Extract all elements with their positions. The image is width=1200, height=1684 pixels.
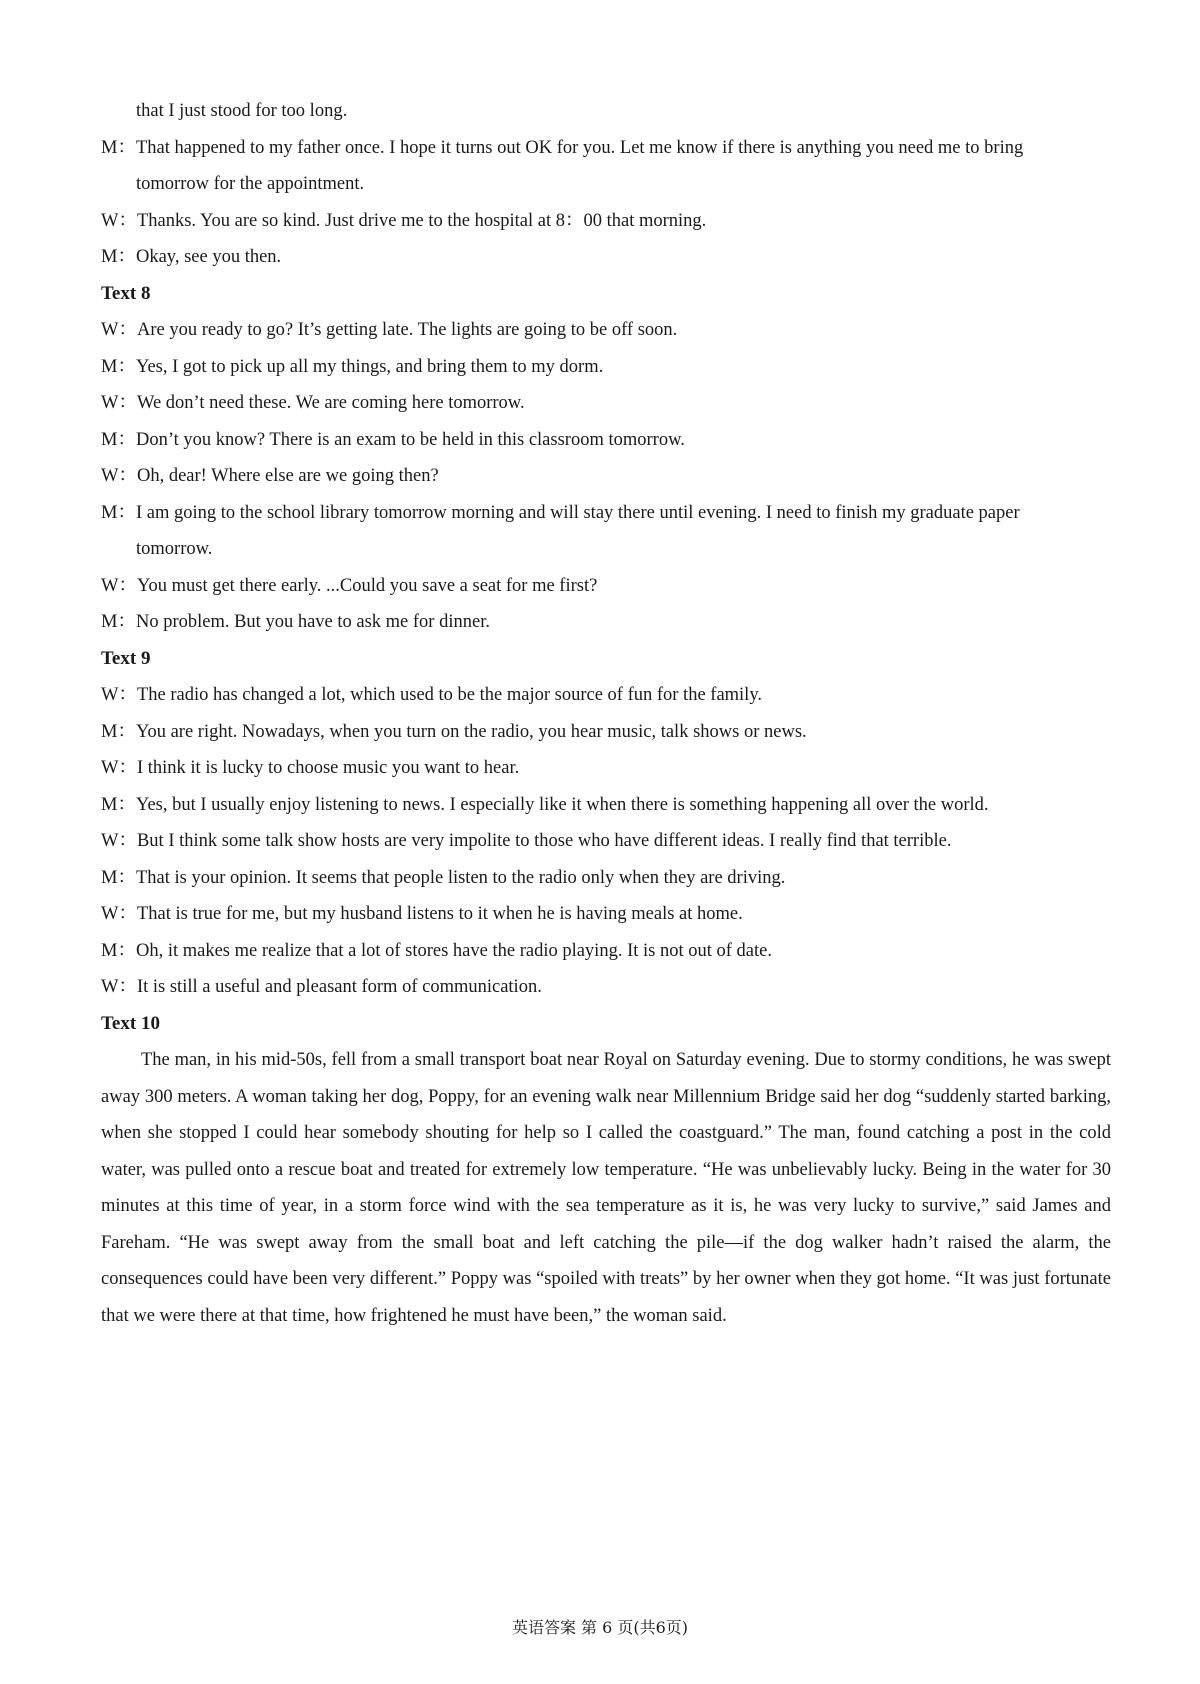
- speaker-label: W：: [101, 575, 137, 596]
- dialogue-line: [101, 130, 1111, 167]
- dialogue-line: [101, 933, 1111, 970]
- dialogue-line: [101, 239, 1111, 276]
- dialogue-text: That happened to my father once. I hope it turns out OK for you. Let me know if there is anything you need me to bring: [135, 137, 1024, 158]
- dialogue-line: [101, 823, 1111, 860]
- speaker-label: W：: [101, 831, 137, 851]
- dialogue-text: Oh, dear! Where else are we going then?: [136, 466, 439, 486]
- speaker-label: W：: [101, 393, 137, 413]
- dialogue-line: [101, 568, 1111, 605]
- speaker-label: W：: [101, 758, 137, 778]
- dialogue-text: The radio has changed a lot, which used to be the major source of fun for the family.: [136, 685, 762, 705]
- dialogue-line: [101, 750, 1111, 787]
- dialogue-line: [101, 604, 1111, 641]
- dialogue-text: But I think some talk show hosts are very impolite to those who have different ideas. I really find that terrible.: [136, 831, 952, 851]
- section-heading: Text 10: [101, 1012, 160, 1034]
- dialogue-text: Don’t you know? There is an exam to be held in this classroom tomorrow.: [135, 429, 685, 450]
- speaker-label: M：: [101, 612, 136, 632]
- speaker-label: W：: [101, 210, 137, 231]
- dialogue-text: You must get there early. ...Could you save a seat for me first?: [136, 575, 598, 596]
- dialogue-text: Okay, see you then.: [135, 247, 282, 267]
- section-heading: Text 8: [101, 282, 151, 304]
- dialogue-continuation: tomorrow for the appointment.: [136, 174, 365, 194]
- speaker-label: M：: [101, 867, 136, 888]
- dialogue-line: [101, 458, 1111, 495]
- dialogue-line: [101, 422, 1111, 459]
- dialogue-continuation: that I just stood for too long.: [136, 101, 348, 121]
- dialogue-line: [101, 495, 1111, 532]
- dialogue-line: [101, 714, 1111, 751]
- dialogue-text: You are right. Nowadays, when you turn on the radio, you hear music, talk shows or news.: [135, 721, 807, 742]
- page-footer: 英语答案 第 6 页(共6页): [511, 1618, 689, 1637]
- speaker-label: M：: [101, 137, 136, 158]
- dialogue-line: [101, 969, 1111, 1006]
- section-heading: Text 9: [101, 647, 151, 669]
- dialogue-line: [101, 860, 1111, 897]
- page-content: [101, 93, 1111, 1334]
- dialogue-line: [101, 349, 1111, 386]
- dialogue-continuation: tomorrow.: [136, 539, 213, 559]
- speaker-label: W：: [101, 904, 137, 924]
- dialogue-text: No problem. But you have to ask me for dinner.: [135, 612, 490, 632]
- speaker-label: W：: [101, 320, 137, 340]
- text7-section: [101, 93, 1111, 276]
- text9-section: [101, 641, 1111, 1006]
- speaker-label: M：: [101, 721, 136, 742]
- dialogue-text: Thanks. You are so kind. Just drive me to the hospital at 8：00 that morning.: [136, 210, 707, 231]
- text10-section: [101, 1006, 1111, 1335]
- speaker-label: M：: [101, 429, 136, 450]
- speaker-label: W：: [101, 685, 137, 705]
- dialogue-text: Yes, but I usually enjoy listening to news. I especially like it when there is something happening all over the world.: [135, 794, 989, 815]
- dialogue-text: It is still a useful and pleasant form of communication.: [136, 977, 542, 997]
- dialogue-line: [101, 677, 1111, 714]
- dialogue-text: I think it is lucky to choose music you want to hear.: [136, 758, 520, 778]
- passage-paragraph: The man, in his mid-50s, fell from a small transport boat near Royal on Saturday evening. Due to stormy conditions, he was swept away 300 meters. A woman taking her dog, Poppy, for an evening walk near Millennium Bridge said her dog “suddenly started barking, when she stopped I could hear somebody shouting for help so I called the coastguard.” The man, found catching a post in the cold water, was pulled onto a rescue boat and treated for extremely low temperature. “He was unbelievably lucky. Being in the water for 30 minutes at this time of year, in a storm force wind with the sea temperature as it is, he was very lucky to survive,” said James and Fareham. “He was swept away from the small boat and left catching the pile—if the dog walker hadn’t raised the alarm, the consequences could have been very different.” Poppy was “spoiled with treats” by her owner when they got home. “It was just fortunate that we were there at that time, how frightened he must have been,” the woman said.: [101, 1050, 1111, 1326]
- speaker-label: M：: [101, 940, 136, 961]
- dialogue-text: That is your opinion. It seems that people listen to the radio only when they are driving.: [135, 867, 786, 888]
- dialogue-line: [101, 203, 1111, 240]
- speaker-label: M：: [101, 356, 136, 377]
- text8-section: [101, 276, 1111, 641]
- speaker-label: M：: [101, 502, 136, 523]
- dialogue-text: That is true for me, but my husband listens to it when he is having meals at home.: [136, 904, 743, 924]
- dialogue-text: I am going to the school library tomorrow morning and will stay there until evening. I need to finish my graduate paper: [135, 502, 1020, 523]
- dialogue-text: Are you ready to go? It’s getting late. The lights are going to be off soon.: [136, 320, 678, 340]
- dialogue-text: Yes, I got to pick up all my things, and bring them to my dorm.: [135, 356, 604, 377]
- dialogue-line: [101, 896, 1111, 933]
- dialogue-text: Oh, it makes me realize that a lot of stores have the radio playing. It is not out of date.: [135, 940, 772, 961]
- speaker-label: W：: [101, 466, 137, 486]
- dialogue-line: [101, 787, 1111, 824]
- speaker-label: M：: [101, 794, 136, 815]
- dialogue-line: [101, 385, 1111, 422]
- dialogue-line: [101, 312, 1111, 349]
- speaker-label: W：: [101, 977, 137, 997]
- speaker-label: M：: [101, 247, 136, 267]
- dialogue-text: We don’t need these. We are coming here tomorrow.: [136, 393, 525, 413]
